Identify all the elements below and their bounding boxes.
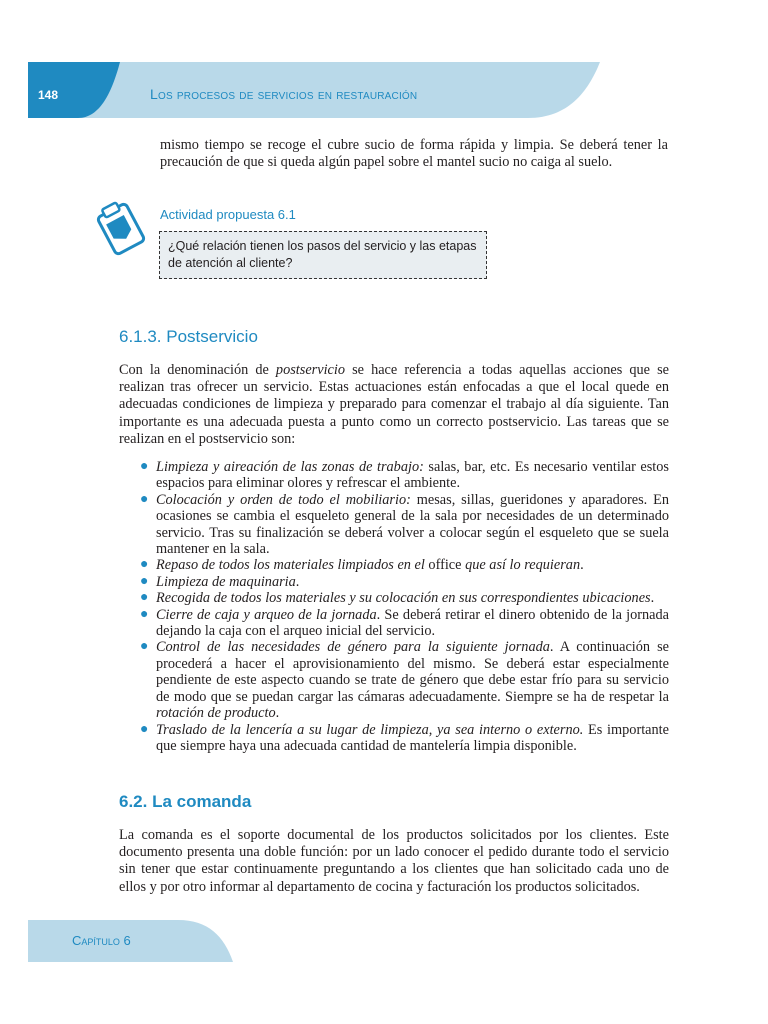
task-text: . (295, 573, 300, 590)
bullet-icon: ● (140, 590, 149, 606)
activity-question: ¿Qué relación tienen los pasos del servicio y las etapas de atención al cliente? (168, 239, 477, 270)
bullet-icon: ● (140, 721, 149, 737)
activity-question-box (159, 231, 487, 279)
list-item (139, 639, 669, 721)
comanda-paragraph: La comanda es el soporte documental de los productos solicitados por los clientes. Este documento presenta una doble función: por un lado conocer el pedido durante todo el servicio sin tener que estar continuamente preguntando a los clientes que han solicitado cada uno de ellos y por otro informar al departamento de cocina y facturación los productos solicitados. (119, 827, 669, 895)
section-heading-postservicio: 6.1.3. Postservicio (119, 327, 258, 346)
task-text: office (424, 557, 466, 574)
task-title: Repaso de todos los materiales limpiados en el (156, 557, 425, 574)
chapter-label (72, 933, 131, 948)
task-title: Recogida de todos los materiales y su colocación en sus correspondientes ubicaciones (156, 590, 651, 607)
bullet-icon: ● (140, 557, 149, 573)
bullet-icon: ● (140, 606, 149, 622)
list-item (139, 607, 669, 640)
list-item (139, 459, 669, 492)
list-item (139, 722, 669, 755)
list-item (139, 590, 669, 606)
task-title: Colocación y orden de todo el mobiliario: (156, 491, 411, 508)
chapter-number: 6 (123, 933, 131, 948)
paragraph-text: Con la denominación de (119, 362, 276, 378)
bullet-icon: ● (140, 573, 149, 589)
bullet-icon: ● (140, 459, 149, 474)
task-title: Cierre de caja y arqueo de la jornada (156, 606, 377, 623)
task-text: mesas, sillas, gueridones y aparadores. En ocasiones se cambia el esqueleto general de la sala por necesidades de un determinado servicio. Tras su finalización se deberá volver a colocar según el esqueleto que se suela mantener en la sala. (156, 491, 669, 558)
task-title: rotación de producto (156, 705, 276, 722)
postservicio-paragraph (119, 362, 669, 448)
task-title: Limpieza y aireación de las zonas de trabajo: (156, 459, 424, 475)
paragraph-term: postservicio (275, 362, 346, 378)
task-title: Traslado de la lencería a su lugar de limpieza, ya sea interno o externo. (156, 721, 584, 738)
running-title: Los procesos de servicios en restauración (150, 86, 418, 102)
task-text: . (650, 590, 655, 607)
list-item (139, 492, 669, 558)
chapter-word: Capítulo (72, 933, 120, 948)
task-title: Limpieza de maquinaria (156, 573, 296, 590)
task-text: . (580, 557, 584, 574)
task-text: . Se deberá retirar el dinero obtenido de la jornada dejando la caja con el arqueo inicial del servicio. (156, 606, 669, 640)
task-title: Control de las necesidades de género para la siguiente jornada (156, 639, 550, 656)
task-text: salas, bar, etc. Es necesario ventilar estos espacios para eliminar olores y refrescar el ambiente. (156, 459, 669, 492)
list-item (139, 574, 669, 590)
task-title: que así lo requieran (465, 557, 581, 574)
task-text: Es importante que siempre haya una adecuada cantidad de mantelería limpia disponible. (156, 721, 669, 754)
postservicio-task-list (139, 459, 669, 754)
bullet-icon: ● (140, 491, 149, 507)
activity-title: Actividad propuesta 6.1 (160, 207, 296, 222)
intro-paragraph: mismo tiempo se recoge el cubre sucio de forma rápida y limpia. Se deberá tener la precaución de que si queda algún papel sobre el mantel sucio no caiga al suelo. (160, 137, 668, 171)
list-item (139, 557, 669, 573)
section-heading-comanda: 6.2. La comanda (119, 792, 252, 811)
clipboard-icon (93, 196, 149, 267)
bullet-icon: ● (140, 639, 149, 655)
page-number: 148 (38, 88, 59, 102)
task-text: . (275, 705, 280, 722)
paragraph-text: se hace referencia a todas aquellas acciones que se realizan tras ofrecer un servicio. Estas actuaciones están enfocadas a que el local quede en adecuadas condiciones de limpieza y preparado para comenzar el trabajo al día siguiente. Tan importante es una adecuada puesta a punto como un correcto postservicio. Las tareas que se realizan en el postservicio son: (119, 362, 670, 447)
task-text: . A continuación se procederá a hacer el aprovisionamiento del mismo. Se deberá estar especialmente pendiente de este aspecto cuando se trate de género que debe estar frío para su servicio de modo que se puedan cargar las cámaras adecuadamente. Siempre se ha de respetar la (156, 639, 669, 705)
